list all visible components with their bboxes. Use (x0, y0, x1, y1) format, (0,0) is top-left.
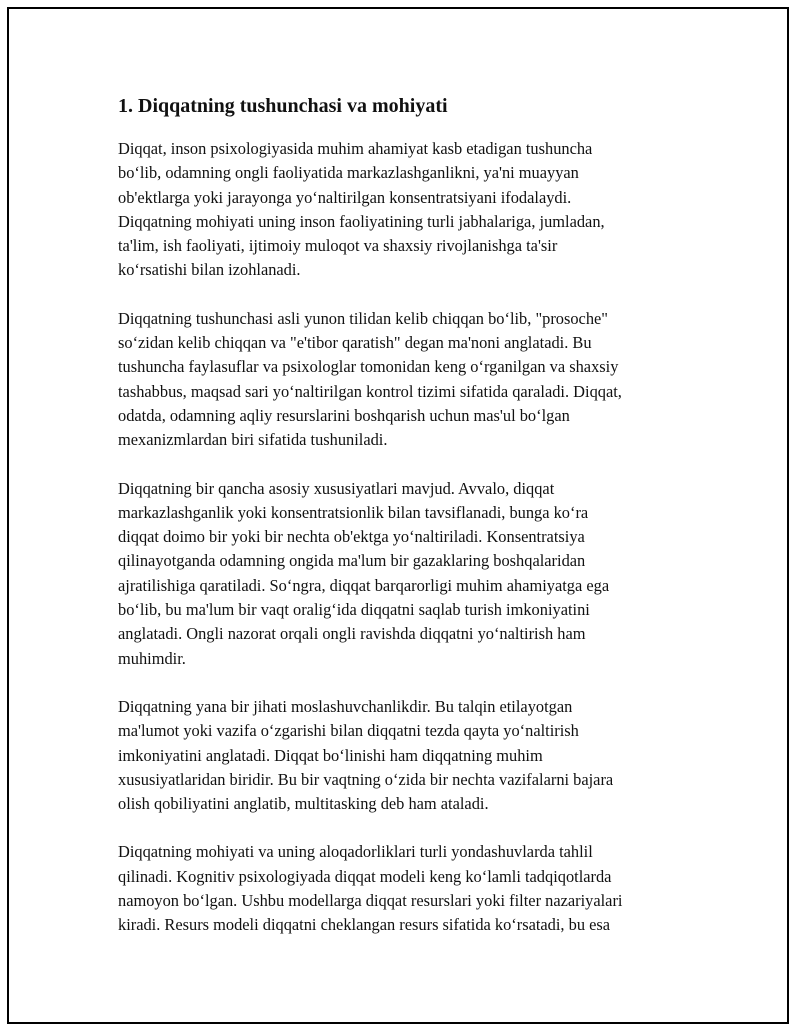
paragraph-1 (118, 137, 693, 283)
text-line: ob'ektlarga yoki jarayonga yo‘naltirilgan konsentratsiyani ifodalaydi. (118, 187, 572, 207)
document-body (118, 93, 693, 962)
text-line: ajratilishiga qaratiladi. So‘ngra, diqqat barqarorligi muhim ahamiyatga ega (118, 575, 610, 595)
text-line: qilinayotganda odamning ongida ma'lum bir gazaklaring boshqalaridan (118, 551, 586, 571)
paragraph-3 (118, 477, 693, 671)
paragraph-4 (118, 695, 693, 816)
text-line: Diqqatning bir qancha asosiy xususiyatlari mavjud. Avvalo, diqqat (118, 478, 555, 498)
text-line: odatda, odamning aqliy resurslarini boshqarish uchun mas'ul bo‘lgan (118, 405, 570, 425)
section-heading: 1. Diqqatning tushunchasi va mohiyati (118, 95, 448, 117)
paragraph-5 (118, 840, 693, 937)
text-line: diqqat doimo bir yoki bir nechta ob'ektga yo‘naltiriladi. Konsentratsiya (118, 527, 585, 547)
paragraph-2 (118, 307, 693, 453)
text-line: ko‘rsatishi bilan izohlanadi. (118, 260, 301, 280)
text-line: Diqqatning yana bir jihati moslashuvchanlikdir. Bu talqin etilayotgan (118, 696, 573, 716)
text-line: Diqqatning mohiyati uning inson faoliyatining turli jabhalariga, jumladan, (118, 211, 605, 231)
text-line: markazlashganlik yoki konsentratsionlik bilan tavsiflanadi, bunga ko‘ra (118, 502, 589, 522)
text-line: mexanizmlardan biri sifatida tushuniladi. (118, 430, 388, 450)
text-line: tashabbus, maqsad sari yo‘naltirilgan kontrol tizimi sifatida qaraladi. Diqqat, (118, 381, 622, 401)
text-line: xususiyatlaridan biridir. Bu bir vaqtning o‘zida bir nechta vazifalarni bajara (118, 769, 614, 789)
text-line: kiradi. Resurs modeli diqqatni cheklangan resurs sifatida ko‘rsatadi, bu esa (118, 915, 611, 935)
text-line: namoyon bo‘lgan. Ushbu modellarga diqqat resurslari yoki filter nazariyalari (118, 891, 623, 911)
text-line: imkoniyatini anglatadi. Diqqat bo‘linishi ham diqqatning muhim (118, 745, 543, 765)
text-line: qilinadi. Kognitiv psixologiyada diqqat modeli keng ko‘lamli tadqiqotlarda (118, 866, 612, 886)
text-line: bo‘lib, odamning ongli faoliyatida markazlashganlikni, ya'ni muayyan (118, 163, 579, 183)
text-line: so‘zidan kelib chiqqan va "e'tibor qaratish" degan ma'noni anglatadi. Bu (118, 333, 592, 353)
text-line: ta'lim, ish faoliyati, ijtimoiy muloqot va shaxsiy rivojlanishga ta'sir (118, 236, 558, 256)
text-line: Diqqatning mohiyati va uning aloqadorliklari turli yondashuvlarda tahlil (118, 842, 593, 862)
text-line: Diqqatning tushunchasi asli yunon tilidan kelib chiqqan bo‘lib, "prosoche" (118, 308, 608, 328)
text-line: olish qobiliyatini anglatib, multitasking deb ham ataladi. (118, 794, 489, 814)
text-line: anglatadi. Ongli nazorat orqali ongli ravishda diqqatni yo‘naltirish ham (118, 624, 586, 644)
text-line: muhimdir. (118, 648, 186, 668)
text-line: tushuncha faylasuflar va psixologlar tomonidan keng o‘rganilgan va shaxsiy (118, 357, 619, 377)
text-line: bo‘lib, bu ma'lum bir vaqt oralig‘ida diqqatni saqlab turish imkoniyatini (118, 600, 590, 620)
text-line: Diqqat, inson psixologiyasida muhim ahamiyat kasb etadigan tushuncha (118, 139, 593, 158)
text-line: ma'lumot yoki vazifa o‘zgarishi bilan diqqatni tezda qayta yo‘naltirish (118, 721, 579, 741)
